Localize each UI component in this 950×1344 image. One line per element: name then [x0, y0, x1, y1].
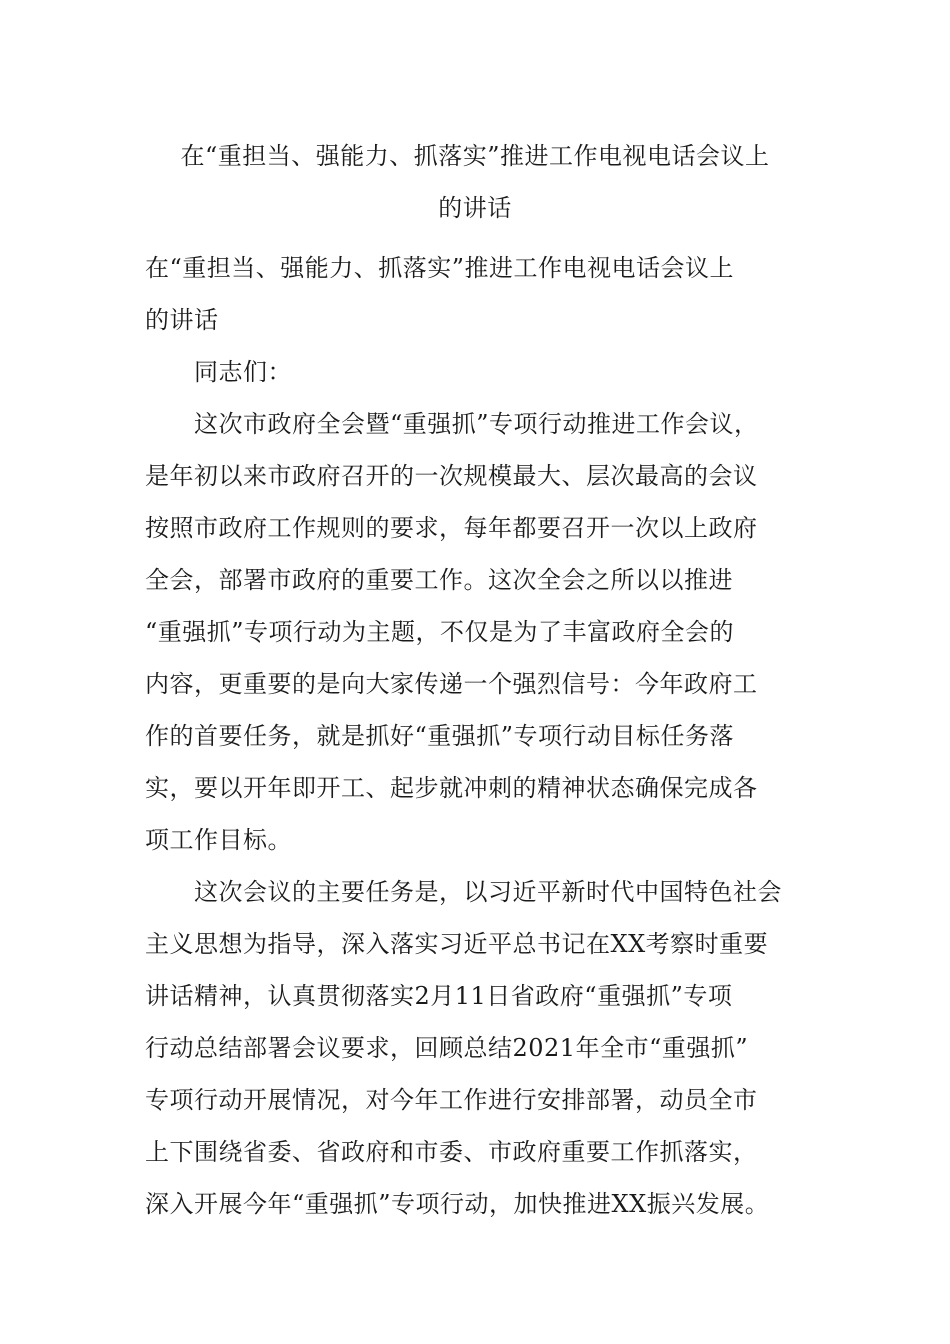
body-line: 的讲话: [145, 306, 219, 334]
title-line: 的讲话: [438, 194, 512, 222]
body-line: 全会，部署市政府的重要工作。这次全会之所以以推进: [145, 566, 733, 594]
title-line: 在“重担当、强能力、抓落实”推进工作电视电话会议上: [180, 142, 770, 170]
salutation: 同志们：: [145, 358, 292, 386]
body-line: 实，要以开年即开工、起步就冲刺的精神状态确保完成各: [145, 774, 758, 802]
body-line: 内容，更重要的是向大家传递一个强烈信号：今年政府工: [145, 670, 758, 698]
body-line: 按照市政府工作规则的要求，每年都要召开一次以上政府: [145, 514, 758, 542]
body-line: 这次市政府全会暨“重强抓”专项行动推进工作会议，: [145, 410, 759, 438]
body-line: 作的首要任务，就是抓好“重强抓”专项行动目标任务落: [145, 722, 735, 750]
body-line: 这次会议的主要任务是，以习近平新时代中国特色社会: [145, 878, 782, 906]
body-line: 在“重担当、强能力、抓落实”推进工作电视电话会议上: [145, 254, 735, 282]
body-line: 专项行动开展情况，对今年工作进行安排部署，动员全市: [145, 1086, 758, 1114]
document-body: [145, 242, 825, 1230]
body-line: 上下围绕省委、省政府和市委、市政府重要工作抓落实，: [145, 1138, 758, 1166]
body-line: 讲话精神，认真贯彻落实2月11日省政府“重强抓”专项: [145, 982, 733, 1010]
document-title: [145, 130, 805, 234]
body-line: “重强抓”专项行动为主题，不仅是为了丰富政府全会的: [145, 618, 735, 646]
body-line: 项工作目标。: [145, 826, 292, 854]
body-line: 主义思想为指导，深入落实习近平总书记在XX考察时重要: [145, 930, 769, 958]
body-line: 行动总结部署会议要求，回顾总结2021年全市“重强抓”: [145, 1034, 749, 1062]
body-line: 深入开展今年“重强抓”专项行动，加快推进XX振兴发展。: [145, 1190, 770, 1218]
body-line: 是年初以来市政府召开的一次规模最大、层次最高的会议: [145, 462, 758, 490]
